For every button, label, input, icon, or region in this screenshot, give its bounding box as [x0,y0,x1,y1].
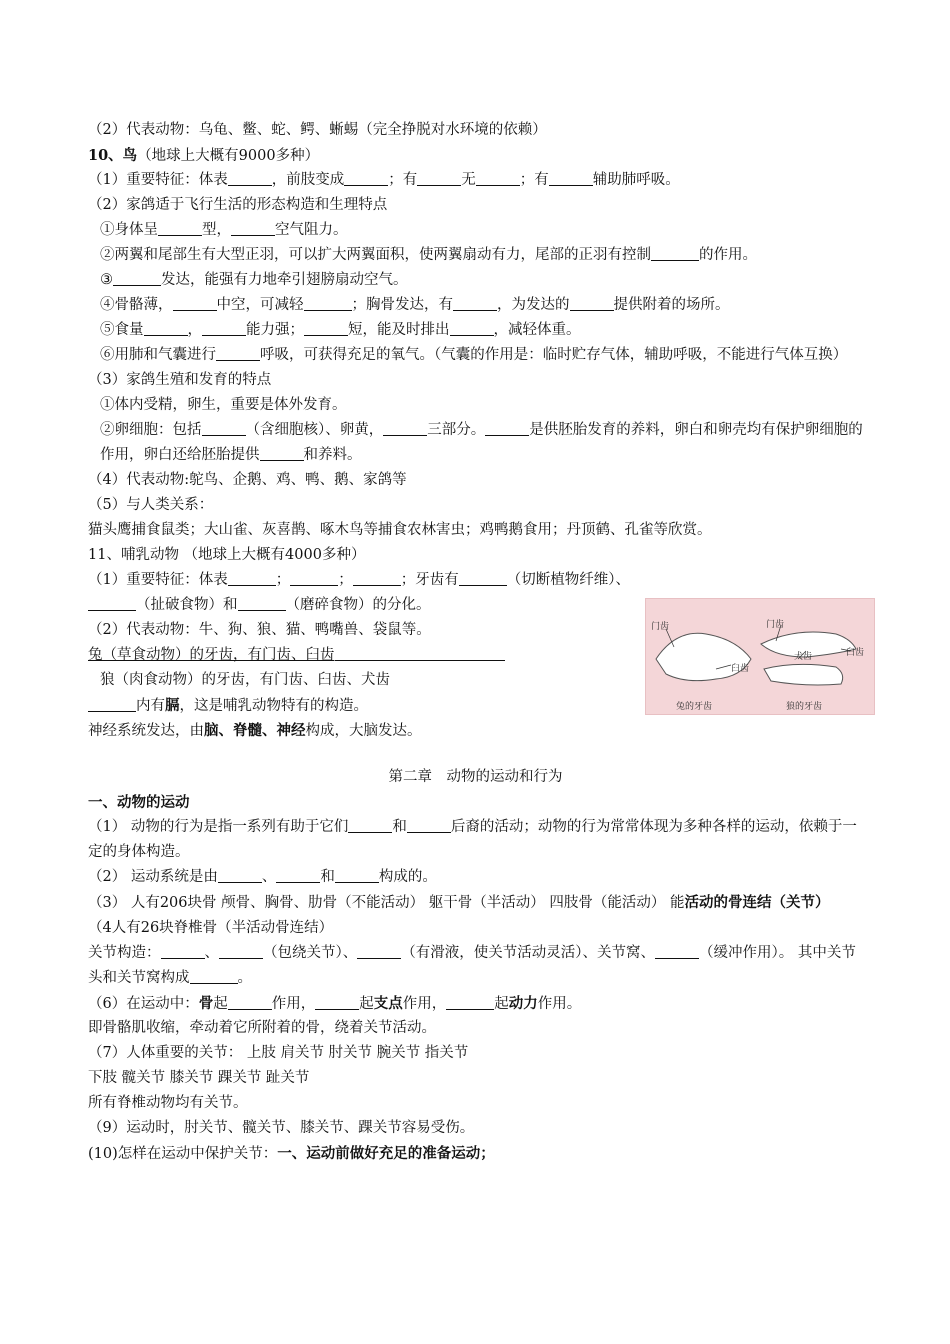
teeth-illustration [646,599,874,714]
text-line: （3）家鸽生殖和发育的特点 [88,372,272,388]
caption-rabbit-teeth: 兔的牙齿 [676,702,713,712]
text-line: 神经系统发达，由脑、脊髓、神经构成，大脑发达。 [88,722,422,739]
text-line: （2） 运动系统是由 、 和 构成的。 [88,869,437,885]
text-paragraph: ⑥用肺和气囊进行 呼吸，可获得充足的氧气。（气囊的作用是：临时贮存气体，辅助呼吸，不能进行气体互换） [100,347,848,363]
section-heading-bird: 10、鸟（地球上大概有9000多种） [88,147,320,164]
text-line: （5）与人类关系： [88,497,214,513]
text-line: 所有脊椎动物均有关节。 [88,1095,248,1111]
text-line: 狼（肉食动物）的牙齿，有门齿、臼齿、犬齿 [100,672,390,688]
text-paragraph: 关节构造： 、 （包绕关节）、 （有滑液，使关节活动灵活）、关节窝、 （缓冲作用）。 其中关节头和关节窝构成 。 [88,945,856,986]
text-line: （1）重要特征：体表 ，前肢变成 ；有 无 ；有 辅助肺呼吸。 [88,172,680,188]
text-paragraph: （1）重要特征：体表 ； ； ；牙齿有 （切断植物纤维）、（扯破食物）和 （磨碎食物）的分化。 [88,572,630,613]
text-paragraph: ②卵细胞：包括 （含细胞核）、卵黄， 三部分。 是供胚胎发育的养料，卵白和卵壳均有保护卵细胞的作用，卵白还给胚胎提供 和养料。 [100,422,863,463]
text-line: ⑤食量 ， 能力强； 短，能及时排出 ，减轻体重。 [100,322,581,338]
caption-wolf-teeth: 狼的牙齿 [786,702,823,712]
text-line: （2）代表动物：牛、狗、狼、猫、鸭嘴兽、袋鼠等。 [88,622,431,638]
text-line: （4人有26块脊椎骨（半活动骨连结） [88,920,334,936]
teeth-figure [645,598,875,715]
text-line: ③ 发达，能强有力地牵引翅膀扇动空气。 [100,272,408,288]
label-molar-wolf: 臼齿 [846,648,865,658]
text-line: (10)怎样在运动中保护关节：一、运动前做好充足的准备运动； [88,1145,495,1162]
label-canine: 犬齿 [794,652,813,662]
text-line: ④骨骼薄， 中空，可减轻 ；胸骨发达，有 ，为发达的 提供附着的场所。 [100,297,730,313]
text-line: ①身体呈 型， 空气阻力。 [100,222,348,238]
text-line: （4）代表动物:鸵鸟、企鹅、鸡、鸭、鹅、家鸽等 [88,472,407,488]
text-line: （6）在运动中：骨起 作用， 起支点作用， 起动力作用。 [88,995,582,1012]
section-heading-mammal: 11、哺乳动物 （地球上大概有4000多种） [88,547,366,563]
text-line: 内有膈，这是哺乳动物特有的构造。 [88,693,863,718]
text-line: （9）运动时，肘关节、髋关节、膝关节、踝关节容易受伤。 [88,1120,475,1136]
text-line: ①体内受精，卵生，重要是体外发育。 [100,397,347,413]
label-incisor: 门齿 [651,622,670,632]
label-incisor-wolf: 门齿 [766,620,785,630]
text-line: 即骨骼肌收缩，牵动着它所附着的骨，绕着关节活动。 [88,1020,436,1036]
text-line: ②两翼和尾部生有大型正羽，可以扩大两翼面积，使两翼扇动有力，尾部的正羽有控制 的作用。 [100,247,757,263]
text-line: 猫头鹰捕食鼠类；大山雀、灰喜鹊、啄木鸟等捕食农林害虫；鸡鸭鹅食用；丹顶鹤、孔雀等欣赏。 [88,522,712,538]
label-molar: 臼齿 [731,664,750,674]
text-line: 兔（草食动物）的牙齿，有门齿、臼齿 [88,643,863,668]
chapter-title: 第二章 动物的运动和行为 [388,769,563,785]
text-paragraph: （3） 人有206块骨 颅骨、胸骨、肋骨（不能活动） 躯干骨（半活动） 四肢骨（能活动） 能活动的骨连结（关节） [88,894,830,911]
text-paragraph: （1） 动物的行为是指一系列有助于它们 和 后裔的活动；动物的行为常常体现为多种各样的运动，依赖于一定的身体构造。 [88,819,857,860]
section-heading-motion: 一、动物的运动 [88,794,190,811]
text-line: （2）家鸽适于飞行生活的形态构造和生理特点 [88,197,388,213]
text-line: 下肢 髋关节 膝关节 踝关节 趾关节 [88,1070,310,1086]
text-line: （2）代表动物：乌龟、鳖、蛇、鳄、蜥蜴（完全挣脱对水环境的依赖） [88,122,547,138]
text-line: （7）人体重要的关节： 上肢 肩关节 肘关节 腕关节 指关节 [88,1045,469,1061]
